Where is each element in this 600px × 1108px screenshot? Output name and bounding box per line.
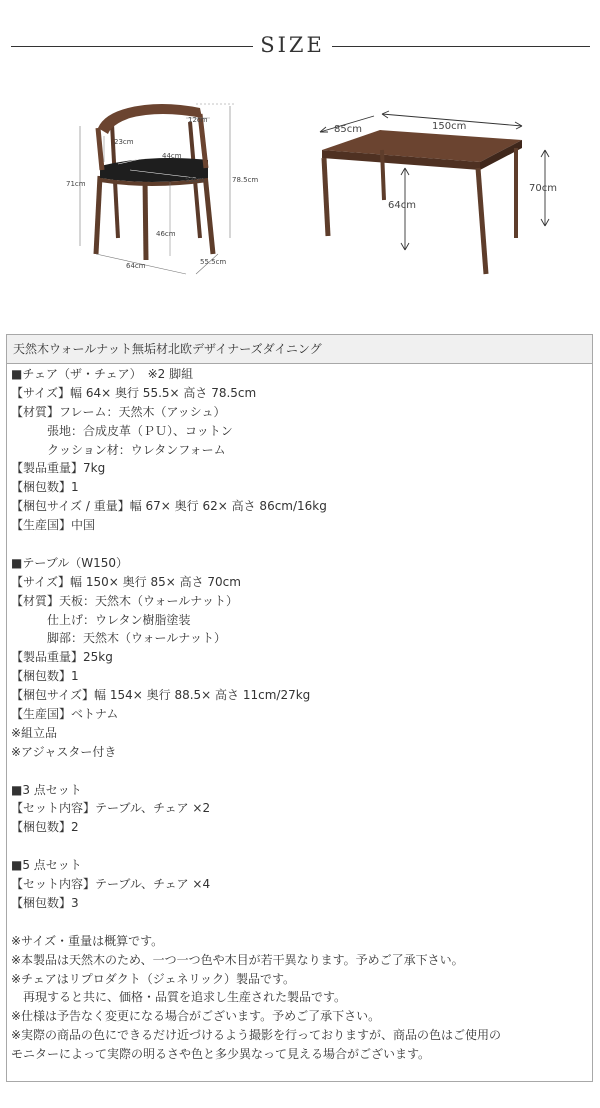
dimension-illustrations (0, 78, 600, 298)
spec-line: 【梱包数】2 (11, 820, 79, 835)
spec-line: モニターによって実際の明るさや色と多少異なって見える場合がございます。 (11, 1047, 431, 1062)
spec-line: ※チェアはリプロダクト（ジェネリック）製品です。 (11, 971, 296, 986)
spec-line: 【材質】天板：天然木（ウォールナット） (11, 593, 239, 608)
chair-illustration (66, 104, 258, 274)
spec-line: 張地：合成皮革（ＰＵ）、コットン (11, 423, 233, 438)
spec-line: ※仕様は予告なく変更になる場合がございます。予めご了承下さい。 (11, 1009, 381, 1024)
spec-line: 【梱包サイズ / 重量】幅 67× 奥行 62× 高さ 86cm/16kg (11, 499, 327, 514)
spec-line: クッション材：ウレタンフォーム (11, 442, 226, 457)
table-height-label: 70cm (529, 183, 557, 194)
spec-line: ■3 点セット (11, 782, 82, 797)
spec-line (11, 535, 592, 554)
chair-seat-width-label: 44cm (162, 152, 182, 160)
spec-line: 【生産国】中国 (11, 518, 96, 533)
table-depth-label: 85cm (334, 124, 362, 135)
spec-line: ■チェア（ザ・チェア） ※2 脚組 (11, 367, 194, 381)
spec-line: 【製品重量】7kg (11, 461, 106, 476)
spec-line: 【梱包サイズ】幅 154× 奥行 88.5× 高さ 11cm/27kg (11, 688, 311, 703)
spec-table (6, 334, 593, 1082)
spec-line: ■テーブル（W150） (11, 555, 129, 570)
spec-line: 再現すると共に、価格・品質を追求し生産された製品です。 (11, 990, 347, 1005)
spec-line: ※組立品 (11, 725, 58, 740)
spec-line: 【サイズ】幅 150× 奥行 85× 高さ 70cm (11, 574, 241, 589)
spec-line: ※実際の商品の色にできるだけ近づけるよう撮影を行っておりますが、商品の色はご使用の (11, 1028, 502, 1043)
table-width-label: 150cm (432, 121, 467, 132)
spec-line: 【セット内容】テーブル、チェア ×4 (11, 877, 211, 892)
header-rule-left (11, 46, 253, 47)
spec-line: 【梱包数】3 (11, 895, 79, 910)
table-leg-clearance-label: 64cm (388, 200, 416, 211)
spec-line (11, 762, 592, 781)
chair-seat-depth-label: 53cm (185, 176, 205, 184)
spec-line: 【材質】フレーム：天然木（アッシュ） (11, 404, 226, 419)
chair-arm-height-label: 23cm (114, 138, 134, 146)
spec-line: ※本製品は天然木のため、一つ一つ色や木目が若干異なります。予めご了承下さい。 (11, 952, 464, 967)
chair-seat-height-label: 46cm (156, 230, 176, 238)
table-illustration (320, 111, 557, 274)
spec-line: 【セット内容】テーブル、チェア ×2 (11, 801, 211, 816)
spec-header: 天然木ウォールナット無垢材北欧デザイナーズダイニング (7, 335, 592, 364)
spec-line: ※サイズ・重量は概算です。 (11, 933, 164, 948)
chair-height-total-label: 71cm (66, 180, 86, 188)
spec-line: 【生産国】ベトナム (11, 707, 119, 722)
spec-body (7, 364, 592, 1064)
spec-line: 脚部：天然木（ウォールナット） (11, 631, 227, 646)
size-header (0, 30, 600, 64)
spec-line: 【製品重量】25kg (11, 650, 113, 665)
spec-line: 【梱包数】1 (11, 480, 79, 495)
header-rule-right (332, 46, 590, 47)
size-title: SIZE (260, 33, 325, 57)
chair-width-label: 64cm (126, 262, 146, 270)
spec-line: 仕上げ：ウレタン樹脂塗装 (11, 612, 191, 627)
spec-line: ※アジャスター付き (11, 744, 117, 759)
spec-line: ■5 点セット (11, 858, 82, 873)
spec-line: 【サイズ】幅 64× 奥行 55.5× 高さ 78.5cm (11, 385, 257, 400)
chair-height-full-label: 78.5cm (232, 176, 259, 184)
spec-line (11, 913, 592, 932)
spec-line (11, 837, 592, 856)
spec-line: 【梱包数】1 (11, 669, 79, 684)
chair-depth-label: 55.5cm (200, 258, 227, 266)
chair-back-depth-label: 12cm (188, 116, 208, 124)
